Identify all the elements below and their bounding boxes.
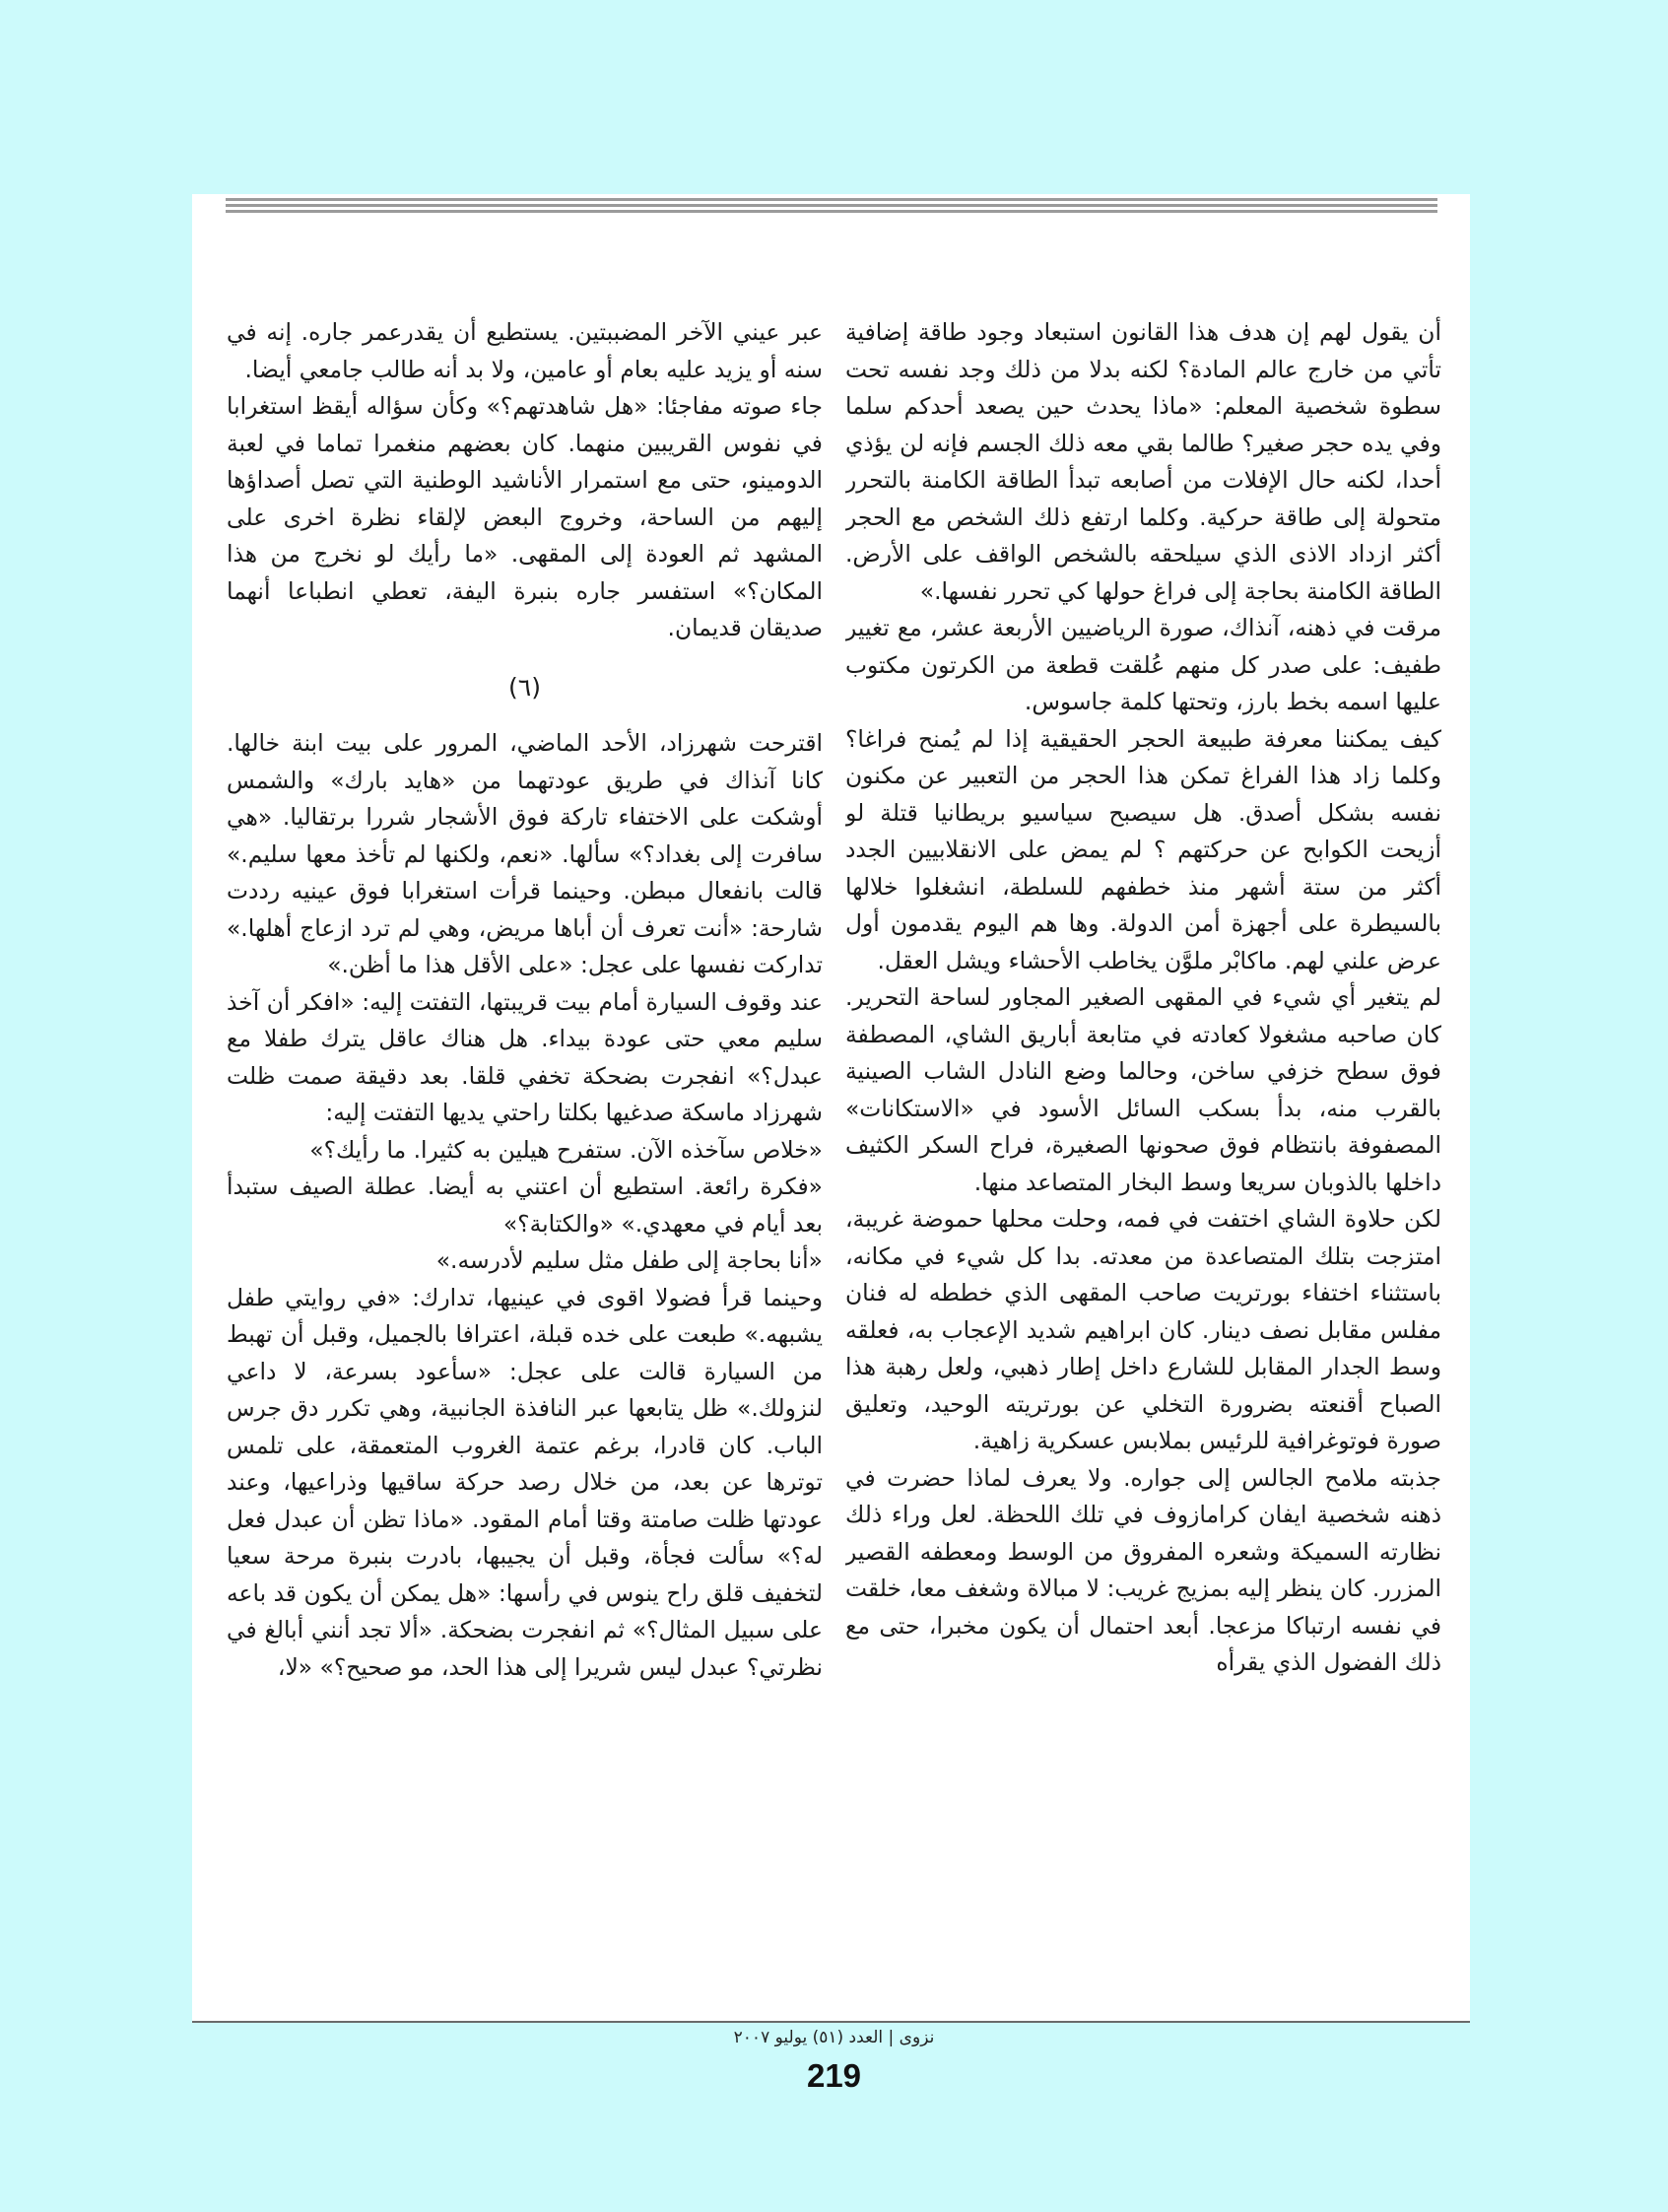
footer-rule: [192, 2021, 1470, 2023]
paragraph: «أنا بحاجة إلى طفل مثل سليم لأدرسه.»: [435, 1246, 823, 1274]
paragraph: عند وقوف السيارة أمام بيت قريبتها، التفتت إليه: «افكر أن آخذ سليم معي حتى عودة بيداء. هل هناك عاقل يترك طفلا مع عبدل؟» انفجرت بضحكة تخفي قلقا. بعد دقيقة صمت ظلت شهرزاد ماسكة صدغيها بكلتا راحتي يديها التفتت إليه:: [227, 987, 823, 1126]
paragraph: كيف يمكننا معرفة طبيعة الحجر الحقيقية إذا لم يُمنح فراغا؟ وكلما زاد هذا الفراغ تمكن هذا الحجر من التعبير عن مكنون نفسه بشكل أصدق. هل سيصبح سياسيو بريطانيا قتلة لو أزيحت الكوابح عن حركتهم ؟ لم يمض على الانقلابيين الجدد أكثر من ستة أشهر منذ خطفهم للسلطة، انشغلوا خلالها بالسيطرة على أجهزة أمن الدولة. وها هم اليوم يقدمون أول عرض علني لهم. ماكابْر ملوَّن يخاطب الأحشاء ويشل العقل.: [845, 724, 1441, 974]
paragraph: «خلاص سآخذه الآن. ستفرح هيلين به كثيرا. ما رأيك؟»: [309, 1135, 823, 1164]
paragraph: أن يقول لهم إن هدف هذا القانون استبعاد وجود طاقة إضافية تأتي من خارج عالم المادة؟ لكنه بدلا من ذلك وجد نفسه تحت سطوة شخصية المعلم: «ماذا يحدث حين يصعد أحدكم سلما وفي يده حجر صغير؟ طالما بقي معه ذلك الجسم فإنه لن يؤذي أحدا، لكنه حال الإفلات من أصابعه تبدأ الطاقة الكامنة بالتحرر متحولة إلى طاقة حركية. وكلما ارتفع ذلك الشخص مع الحجر أكثر ازداد الاذى الذي سيلحقه بالشخص الواقف على الأرض. الطاقة الكامنة بحاجة إلى فراغ حولها كي تحرر نفسها.»: [845, 318, 1441, 605]
section-marker: (٦): [508, 672, 541, 702]
paragraph: «فكرة رائعة. استطيع أن اعتني به أيضا. عطلة الصيف ستبدأ بعد أيام في معهدي.» «والكتابة؟»: [227, 1173, 823, 1238]
footer-folio: نزوى | العدد (٥١) يوليو ٢٠٠٧: [733, 2028, 935, 2047]
paragraph: لكن حلاوة الشاي اختفت في فمه، وحلت محلها حموضة غريبة، امتزجت بتلك المتصاعدة من معدته. بدا كل شيء في مكانه، باستثناء اختفاء بورتريت صاحب المقهى الذي خططه له فنان مفلس مقابل نصف دينار. كان ابراهيم شديد الإعجاب به، فعلقه وسط الجدار المقابل للشارع داخل إطار ذهبي، ولعل رهبة هذا الصباح أقنعته بضرورة التخلي عن بورتريته الوحيد، وتعليق صورة فوتوغرافية للرئيس بملابس عسكرية زاهية.: [845, 1205, 1441, 1454]
document-page: [192, 194, 1470, 2022]
left-column: [227, 314, 823, 1861]
page-number: 219: [806, 2057, 862, 2094]
paragraph: وحينما قرأ فضولا اقوى في عينيها، تدارك: «في روايتي طفل يشبهه.» طبعت على خده قبلة، اعترافا بالجميل، وقبل أن تهبط من السيارة قالت على عجل: «سأعود بسرعة، لا داعي لنزولك.» ظل يتابعها عبر النافذة الجانبية، وهي تكرر دق جرس الباب. كان قادرا، برغم عتمة الغروب المتعمقة، على تلمس توترها عن بعد، من خلال رصد حركة ساقيها وذراعيها، وعند عودتها ظلت صامتة وقتا أمام المقود. «ماذا تظن أن عبدل فعل له؟» سألت فجأة، وقبل أن يجيبها، بادرت بنبرة مرحة سعيا لتخفيف قلق راح ينوس في رأسها: «هل يمكن أن يكون قد باعه على سبيل المثال؟» ثم انفجرت بضحكة. «ألا تجد أنني أبالغ في نظرتي؟ عبدل ليس شريرا إلى هذا الحد، مو صحيح؟» «لا،: [227, 1283, 823, 1681]
paragraph: لم يتغير أي شيء في المقهى الصغير المجاور لساحة التحرير. كان صاحبه مشغولا كعادته في متابعة أباريق الشاي، المصطفة فوق سطح خزفي ساخن، وحالما وضع النادل الشاب الصينية بالقرب منه، بدأ بسكب السائل الأسود في «الاستكانات» المصفوفة بانتظام فوق صحونها الصغيرة، فراح السكر الكثيف داخلها بالذوبان سريعا وسط البخار المتصاعد منها.: [845, 983, 1441, 1196]
paragraph: جاء صوته مفاجئا: «هل شاهدتهم؟» وكأن سؤاله أيقظ استغرابا في نفوس القريبين منهما. كان بعضهم منغمرا تماما في لعبة الدومينو، حتى مع استمرار الأناشيد الوطنية التي تصل أصداؤها إليهم من الساحة، وخروج البعض لإلقاء نظرة اخرى على المشهد ثم العودة إلى المقهى. «ما رأيك لو نخرج من هذا المكان؟» استفسر جاره بنبرة اليفة، تعطي انطباعا أنهما صديقان قديمان.: [227, 392, 823, 641]
paragraph: مرقت في ذهنه، آنذاك، صورة الرياضيين الأربعة عشر، مع تغيير طفيف: على صدر كل منهم عُلقت قطعة من الكرتون مكتوب عليها اسمه بخط بارز، وتحتها كلمة جاسوس.: [845, 614, 1441, 715]
right-column: [845, 314, 1441, 1861]
paragraph: جذبته ملامح الجالس إلى جواره. ولا يعرف لماذا حضرت في ذهنه شخصية ايفان كرامازوف في تلك اللحظة. لعل وراء ذلك نظارته السميكة وشعره المفروق من الوسط ومعطفه القصير المزرر. كان ينظر إليه بمزيج غريب: لا مبالاة وشغف معا، خلقت في نفسه ارتباكا مزعجا. أبعد احتمال أن يكون مخبرا، حتى مع ذلك الفضول الذي يقرأه: [845, 1463, 1441, 1676]
header-rules: [226, 198, 1437, 216]
paragraph: اقترحت شهرزاد، الأحد الماضي، المرور على بيت ابنة خالها. كانا آنذاك في طريق عودتهما من «هايد بارك» والشمس أوشكت على الاختفاء تاركة فوق الأشجار شررا برتقاليا. «هي سافرت إلى بغداد؟» سألها. «نعم، ولكنها لم تأخذ معها سليم.» قالت بانفعال مبطن. وحينما قرأت استغرابا فوق عينيه رددت شارحة: «أنت تعرف أن أباها مريض، وهي لم ترد ازعاج أهلها.» تداركت نفسها على عجل: «على الأقل هذا ما أظن.»: [227, 729, 823, 978]
paragraph: عبر عيني الآخر المضببتين. يستطيع أن يقدرعمر جاره. إنه في سنه أو يزيد عليه بعام أو عامين، ولا بد أنه طالب جامعي أيضا.: [227, 318, 823, 383]
